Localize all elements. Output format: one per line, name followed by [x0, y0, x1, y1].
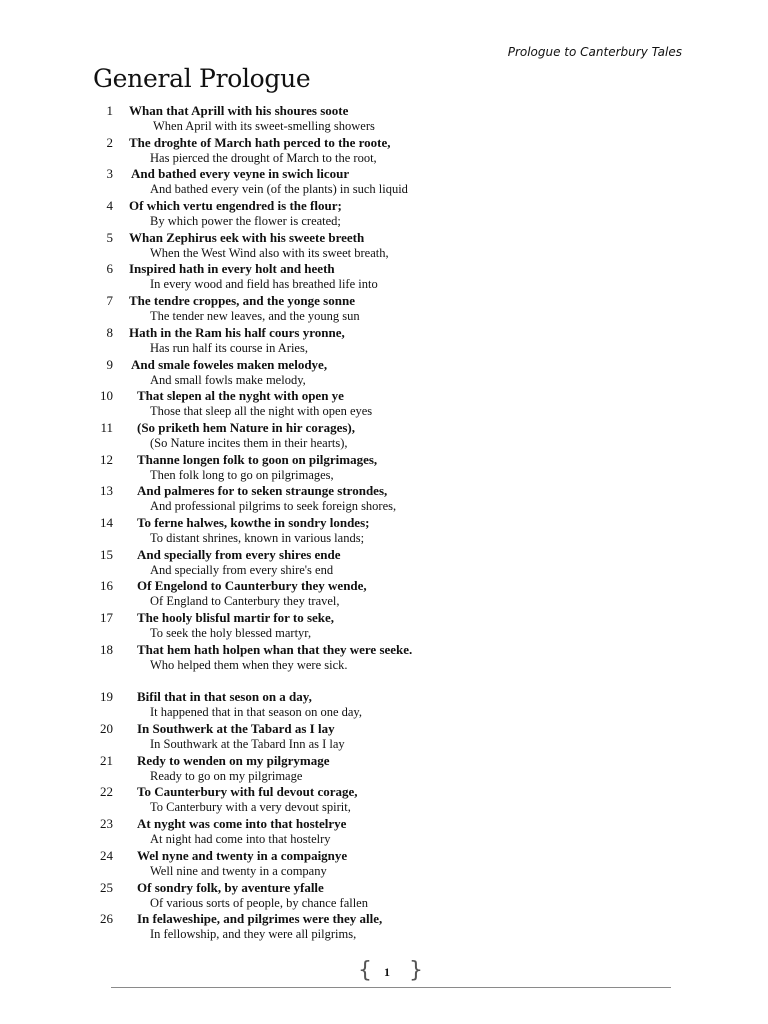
line-number: 20 — [100, 721, 113, 737]
verse-line — [0, 133, 768, 165]
modern-translation: At night had come into that hostelry — [150, 832, 331, 847]
middle-english-text: Whan Zephirus eek with his sweete breeth — [129, 229, 365, 245]
line-number: 12 — [100, 451, 113, 467]
verse-line — [0, 814, 768, 846]
footer-rule — [111, 987, 671, 988]
right-brace-ornament: } — [409, 958, 423, 983]
middle-english-text: Redy to wenden on my pilgrymage — [137, 752, 330, 768]
line-number: 24 — [100, 847, 113, 863]
middle-english-text: Inspired hath in every holt and heeth — [129, 261, 335, 277]
middle-english-text: That slepen al the nyght with open ye — [137, 388, 344, 404]
line-number: 18 — [100, 641, 113, 657]
middle-english-text: That hem hath holpen whan that they were seeke. — [137, 641, 413, 657]
verse-lines — [0, 101, 768, 941]
middle-english-text: And specially from every shires ende — [137, 546, 341, 562]
middle-english-text: Of Engelond to Caunterbury they wende, — [137, 578, 367, 594]
line-number: 14 — [100, 514, 113, 530]
line-number: 26 — [100, 911, 113, 927]
modern-translation: Has run half its course in Aries, — [150, 340, 308, 355]
modern-translation: To distant shrines, known in various lands; — [150, 530, 365, 545]
modern-translation: In Southwark at the Tabard Inn as I lay — [150, 737, 345, 752]
line-number: 25 — [100, 879, 113, 895]
verse-line — [0, 323, 768, 355]
modern-translation: Who helped them when they were sick. — [150, 657, 348, 672]
middle-english-text: Of which vertu engendred is the flour; — [129, 198, 342, 214]
page-footer — [0, 958, 768, 988]
verse-line — [0, 608, 768, 640]
verse-line — [0, 878, 768, 910]
middle-english-text: In felaweshipe, and pilgrimes were they alle, — [137, 911, 383, 927]
middle-english-text: And smale foweles maken melodye, — [131, 356, 328, 372]
verse-line — [0, 450, 768, 482]
verse-line — [0, 101, 768, 133]
line-number: 17 — [100, 610, 113, 625]
modern-translation: To Canterbury with a very devout spirit, — [150, 800, 351, 815]
modern-translation: In fellowship, and they were all pilgrims, — [150, 927, 357, 942]
modern-translation: In every wood and field has breathed life into — [150, 277, 378, 292]
verse-line — [0, 164, 768, 196]
verse-line — [0, 513, 768, 545]
modern-translation: Those that sleep all the night with open eyes — [150, 404, 373, 419]
line-number: 15 — [100, 546, 113, 562]
modern-translation: Well nine and twenty in a company — [150, 863, 327, 878]
modern-translation: And specially from every shire's end — [150, 562, 334, 577]
verse-line — [0, 640, 768, 672]
modern-translation: It happened that in that season on one day, — [150, 705, 362, 720]
modern-translation: And small fowls make melody, — [150, 372, 306, 387]
modern-translation: And bathed every vein (of the plants) in such liquid — [150, 182, 408, 197]
verse-line — [0, 909, 768, 941]
middle-english-text: The tendre croppes, and the yonge sonne — [129, 293, 355, 309]
modern-translation: By which power the flower is created; — [150, 214, 341, 229]
verse-line — [0, 228, 768, 260]
middle-english-text: At nyght was come into that hostelrye — [137, 816, 347, 832]
line-number: 8 — [106, 324, 113, 340]
verse-line — [0, 291, 768, 323]
line-number: 9 — [106, 356, 113, 372]
line-number: 7 — [106, 293, 113, 309]
verse-line — [0, 576, 768, 608]
modern-translation: The tender new leaves, and the young sun — [150, 309, 360, 324]
middle-english-text: Of sondry folk, by aventure yfalle — [137, 879, 324, 895]
middle-english-text: (So priketh hem Nature in hir corages), — [137, 419, 355, 435]
line-number: 6 — [106, 261, 113, 277]
running-header: Prologue to Canterbury Tales — [507, 45, 682, 59]
line-number: 1 — [106, 103, 113, 118]
middle-english-text: To Caunterbury with ful devout corage, — [137, 784, 358, 800]
modern-translation: When the West Wind also with its sweet breath, — [150, 245, 389, 260]
middle-english-text: Bifil that in that seson on a day, — [137, 689, 312, 705]
page-title: General Prologue — [93, 64, 311, 93]
verse-line — [0, 782, 768, 814]
verse-line — [0, 751, 768, 783]
modern-translation: When April with its sweet-smelling showers — [153, 119, 375, 133]
line-number: 10 — [100, 388, 113, 404]
line-number: 11 — [100, 419, 113, 435]
line-number: 4 — [106, 198, 113, 214]
page-number: 1 — [384, 965, 390, 979]
middle-english-text: And bathed every veyne in swich licour — [131, 166, 350, 182]
verse-line — [0, 418, 768, 450]
middle-english-text: Thanne longen folk to goon on pilgrimages, — [137, 451, 378, 467]
middle-english-text: Hath in the Ram his half cours yronne, — [129, 324, 345, 340]
verse-line — [0, 719, 768, 751]
modern-translation: And professional pilgrims to seek foreign shores, — [150, 499, 397, 514]
verse-line — [0, 545, 768, 577]
verse-line — [0, 386, 768, 418]
verse-line — [0, 481, 768, 513]
line-number: 3 — [106, 166, 113, 182]
line-number: 16 — [100, 578, 113, 594]
verse-line — [0, 687, 768, 719]
modern-translation: Of England to Canterbury they travel, — [150, 594, 340, 609]
modern-translation: Of various sorts of people, by chance fallen — [150, 895, 368, 910]
line-number: 22 — [100, 784, 113, 800]
middle-english-text: Wel nyne and twenty in a compaignye — [137, 847, 348, 863]
middle-english-text: And palmeres for to seken straunge strondes, — [137, 483, 388, 499]
modern-translation: Ready to go on my pilgrimage — [150, 768, 303, 783]
left-brace-ornament: { — [358, 958, 372, 983]
middle-english-text: The droghte of March hath perced to the roote, — [129, 134, 391, 150]
line-number: 23 — [100, 816, 113, 832]
line-number: 5 — [106, 229, 113, 245]
modern-translation: (So Nature incites them in their hearts), — [150, 435, 348, 450]
verse-line — [0, 846, 768, 878]
modern-translation: To seek the holy blessed martyr, — [150, 626, 312, 640]
middle-english-text: The hooly blisful martir for to seke, — [137, 610, 335, 625]
line-number: 13 — [100, 483, 113, 499]
middle-english-text: Whan that Aprill with his shoures soote — [129, 103, 349, 118]
line-number: 19 — [100, 689, 113, 705]
modern-translation: Has pierced the drought of March to the root, — [150, 150, 377, 165]
verse-line — [0, 196, 768, 228]
verse-line — [0, 259, 768, 291]
verse-line — [0, 355, 768, 387]
line-number: 2 — [106, 134, 113, 150]
middle-english-text: To ferne halwes, kowthe in sondry londes; — [137, 514, 370, 530]
middle-english-text: In Southwerk at the Tabard as I lay — [137, 721, 335, 737]
line-number: 21 — [100, 752, 113, 768]
modern-translation: Then folk long to go on pilgrimages, — [150, 467, 334, 482]
